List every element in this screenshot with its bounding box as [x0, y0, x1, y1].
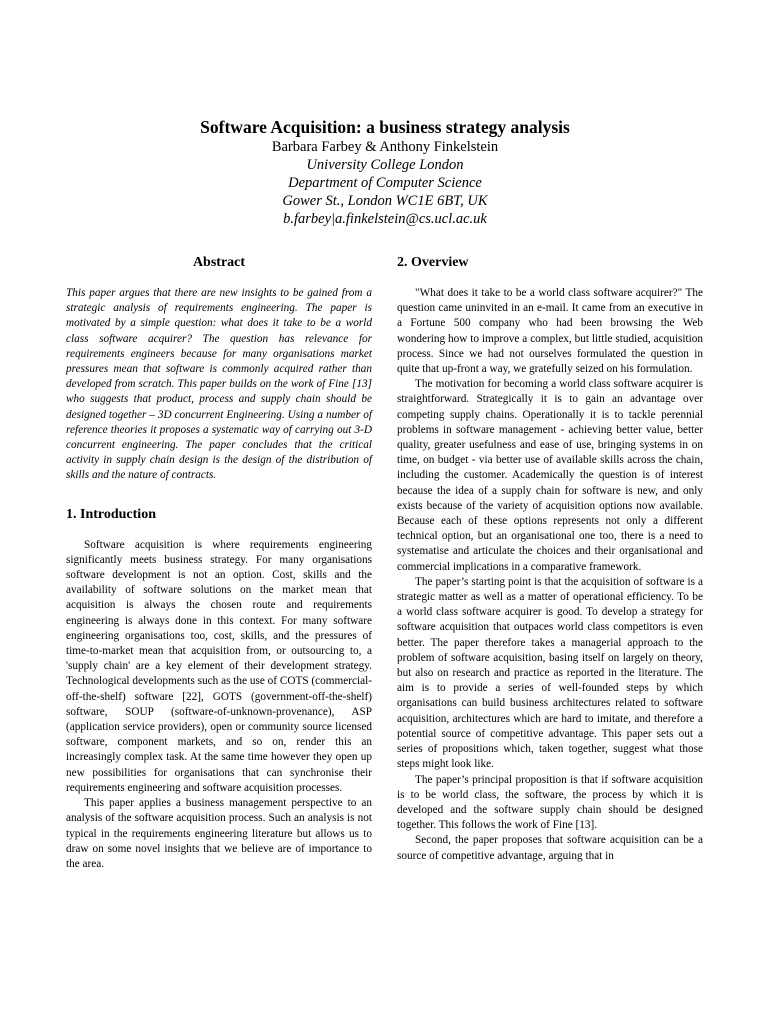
paper-title: Software Acquisition: a business strategy analysis [200, 117, 570, 137]
overview-paragraph: The paper’s principal proposition is that if software acquisition is to be world class, the software, the process by which it is developed and the software supply chain should be designed together. This follows the work of Fine [13]. [397, 773, 703, 832]
affiliation-line: University College London [306, 157, 464, 173]
paper-authors: Barbara Farbey & Anthony Finkelstein [271, 139, 499, 155]
affiliation-line: Gower St., London WC1E 6BT, UK [282, 193, 488, 209]
paper-header [0, 116, 770, 228]
author-email: b.farbey|a.finkelstein@cs.ucl.ac.uk [283, 211, 487, 227]
overview-paragraph: The paper’s starting point is that the acquisition of software is a strategic matter as well as a matter of operational efficiency. To be a world class software acquirer is good. To develop a strategy for software acquisition that outpaces world class competitors is even better. The paper therefore takes a managerial approach to the problem of software acquisition, basing itself on largely on theory, but also on research and practice as reported in the literature. The aim is to provide a series of well-founded steps by which organisations can build business architectures related to software acquisition, architectures which are hard to imitate, and therefore a potential source of competitive advantage. This paper sets out a series of propositions which, taken together, suggest what those steps might look like. [397, 575, 703, 771]
abstract-text: This paper argues that there are new insights to be gained from a strategic analysis of requirements engineering. The paper is motivated by a simple question: what does it take to be a world class software acquirer? The question has relevance for requirements engineers because for many organisations market pressures mean that software is commonly acquired rather than developed from scratch. This paper builds on the work of Fine [13] who suggests that product, process and supply chain should be designed together – 3D concurrent Engineering. Using a number of reference theories it proposes a systematic way of carrying out 3-D concurrent engineering. The paper concludes that the critical activity in supply chain design is the design of the distribution of skills and the nature of contracts. [66, 287, 372, 482]
right-column [397, 254, 703, 864]
section-gap [66, 484, 372, 506]
introduction-paragraph: Software acquisition is where requirements engineering significantly meets business strategy. For many organisations software development is not an option. Cost, skills and the availability of software solutions on the market mean that acquisition is always the chosen route and requirements engineering is always done in this context. For many software engineering organisations too, cost, skills, and the pressures of time-to-market mean that acquisition from, or outsourcing to, a 'supply chain' are a key element of their development strategy. Technological developments such as the use of COTS (commercial-off-the-shelf) software [22], GOTS (government-off-the-shelf) software, SOUP (software-of-unknown-provenance), ASP (application service providers), open or community source licensed software, component markets, and so on, render this an increasingly complex task. At the same time however they open up new possibilities for organisations that can synchronise their requirements engineering and software acquisition processes. [66, 538, 372, 794]
overview-paragraph: Second, the paper proposes that software acquisition can be a source of competitive advantage, arguing that in [397, 834, 703, 862]
introduction-heading: 1. Introduction [66, 506, 156, 522]
overview-paragraph: "What does it take to be a world class software acquirer?" The question came uninvited in an e-mail. It came from an executive in a Fortune 500 company who had been browsing the Web wondering how to improve a complex, but little studied, acquisition process. Since we had not ourselves formulated the question in quite that up-front a way, we gratefully seized on his formulation. [397, 287, 703, 376]
left-column [66, 254, 372, 872]
overview-heading: 2. Overview [397, 255, 469, 270]
affiliation-line: Department of Computer Science [288, 175, 482, 191]
introduction-paragraph: This paper applies a business management perspective to an analysis of the software acquisition process. Such an analysis is not typical in the requirements engineering literature but allows us to draw on some novel insights that we believe are of importance to the area. [66, 797, 372, 870]
overview-paragraph: The motivation for becoming a world class software acquirer is straightforward. Strategically it is to gain an advantage over competing supply chains. Operationally it is to tackle perennial problems in software management - achieving better value, better quality, greater usefulness and ease of use, bringing systems in on time, on budget - via better use of available skills across the chain, including the customer. Academically the question is of interest because the idea of a supply chain for software is new, and only exists because of the variety of acquisition options now available. Because each of these options represents not only a different technical option, but an organisational one too, there is a need to systematise and articulate the choices and their organisational and commercial implications in a comparative framework. [397, 378, 703, 573]
abstract-heading: Abstract [192, 255, 246, 270]
